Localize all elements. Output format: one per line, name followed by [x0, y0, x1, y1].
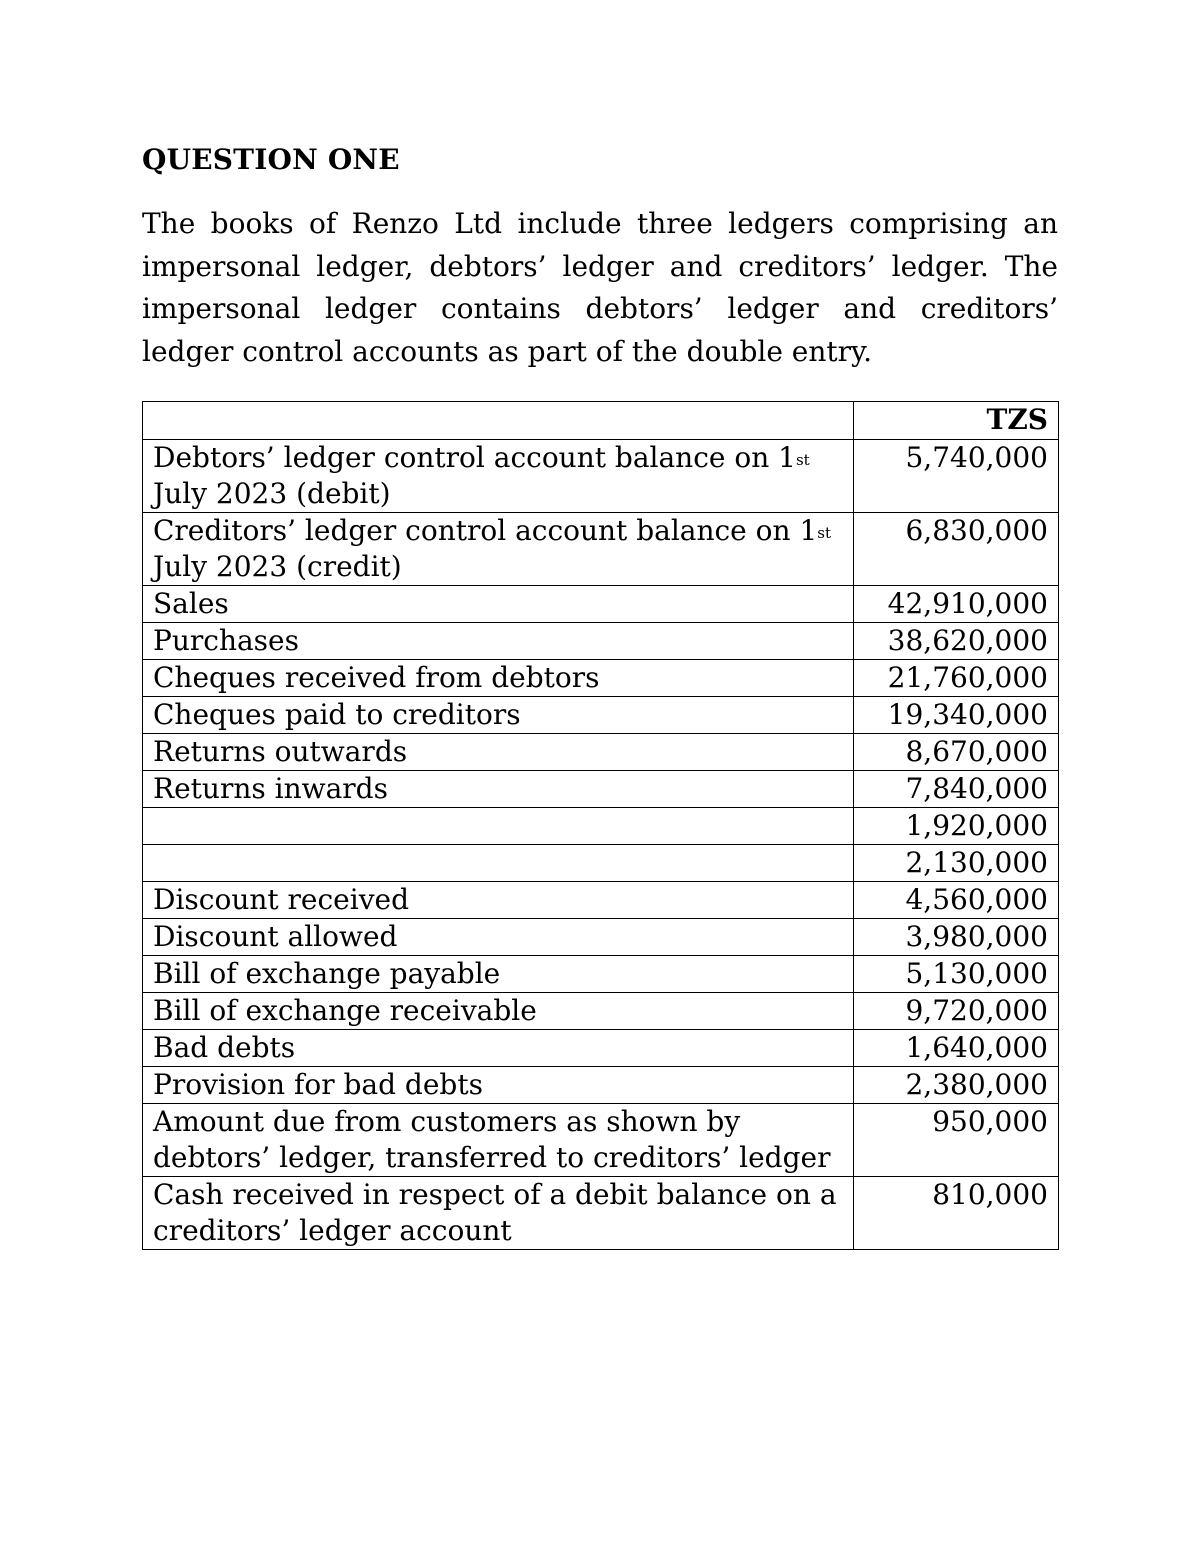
row-label: Bad debts [143, 1030, 854, 1067]
document-page [142, 143, 1058, 1250]
row-amount: 19,340,000 [854, 697, 1059, 734]
row-label: Returns outwards [143, 734, 854, 771]
table-row [143, 734, 1059, 771]
row-amount: 810,000 [854, 1177, 1059, 1250]
row-amount: 42,910,000 [854, 586, 1059, 623]
row-label [143, 808, 854, 845]
table-row [143, 623, 1059, 660]
ledger-table [142, 401, 1059, 1250]
row-amount: 4,560,000 [854, 882, 1059, 919]
table-row [143, 993, 1059, 1030]
row-label: Debtors’ ledger control account balance on 1st July 2023 (debit) [143, 440, 854, 513]
question-heading: QUESTION ONE [142, 143, 400, 176]
table-header-row [143, 402, 1059, 440]
row-amount: 1,640,000 [854, 1030, 1059, 1067]
row-label: Cheques paid to creditors [143, 697, 854, 734]
row-label: Bill of exchange payable [143, 956, 854, 993]
row-amount: 950,000 [854, 1104, 1059, 1177]
row-label: Sales [143, 586, 854, 623]
table-row [143, 956, 1059, 993]
row-label: Cheques received from debtors [143, 660, 854, 697]
row-label [143, 845, 854, 882]
table-row [143, 513, 1059, 586]
row-amount: 1,920,000 [854, 808, 1059, 845]
row-label: Discount allowed [143, 919, 854, 956]
row-amount: 2,130,000 [854, 845, 1059, 882]
table-row [143, 1104, 1059, 1177]
row-label: Cash received in respect of a debit balance on a creditors’ ledger account [143, 1177, 854, 1250]
table-row [143, 1177, 1059, 1250]
header-currency-cell: TZS [854, 402, 1059, 440]
table-row [143, 808, 1059, 845]
header-label-cell [143, 402, 854, 440]
row-amount: 5,130,000 [854, 956, 1059, 993]
table-row [143, 1030, 1059, 1067]
row-label: Purchases [143, 623, 854, 660]
table-row [143, 660, 1059, 697]
row-label: Provision for bad debts [143, 1067, 854, 1104]
row-amount: 7,840,000 [854, 771, 1059, 808]
row-amount: 3,980,000 [854, 919, 1059, 956]
table-row [143, 440, 1059, 513]
table-row [143, 697, 1059, 734]
row-amount: 6,830,000 [854, 513, 1059, 586]
table-row [143, 882, 1059, 919]
intro-paragraph: The books of Renzo Ltd include three ledgers comprising an impersonal ledger, debtors’ ledger and creditors’ ledger. The impersonal ledger contains debtors’ ledger and creditors’ ledger control accounts as part of the double entry. [142, 207, 1058, 368]
table-row [143, 586, 1059, 623]
row-amount: 38,620,000 [854, 623, 1059, 660]
row-amount: 5,740,000 [854, 440, 1059, 513]
row-label: Bill of exchange receivable [143, 993, 854, 1030]
row-amount: 8,670,000 [854, 734, 1059, 771]
table-row [143, 919, 1059, 956]
row-label: Discount received [143, 882, 854, 919]
row-label: Creditors’ ledger control account balance on 1st July 2023 (credit) [143, 513, 854, 586]
row-amount: 9,720,000 [854, 993, 1059, 1030]
table-row [143, 845, 1059, 882]
table-row [143, 771, 1059, 808]
row-label: Amount due from customers as shown by debtors’ ledger, transferred to creditors’ ledger [143, 1104, 854, 1177]
row-label: Returns inwards [143, 771, 854, 808]
table-row [143, 1067, 1059, 1104]
row-amount: 2,380,000 [854, 1067, 1059, 1104]
row-amount: 21,760,000 [854, 660, 1059, 697]
